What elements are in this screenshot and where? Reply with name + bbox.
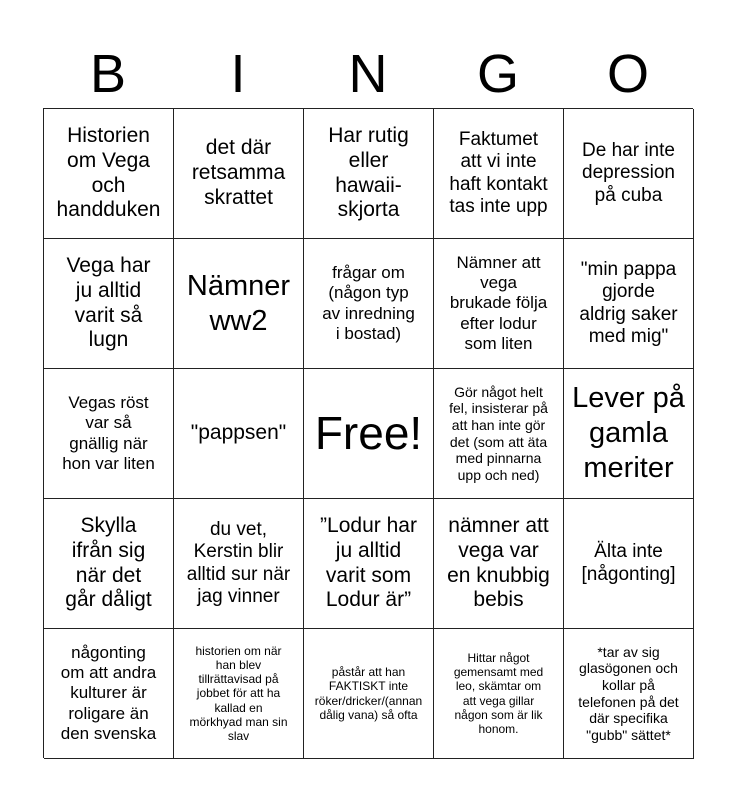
cell-text: Faktumet att vi inte haft kontakt tas inte upp <box>449 128 548 217</box>
bingo-cell-4-5[interactable] <box>564 499 694 629</box>
bingo-cell-2-4[interactable] <box>434 239 564 369</box>
cell-text: De har inte depression på cuba <box>582 139 675 206</box>
bingo-cell-1-3[interactable] <box>304 109 434 239</box>
bingo-cell-1-1[interactable] <box>44 109 174 239</box>
cell-text: Lever på gamla meriter <box>572 382 685 484</box>
header-letter-b: B <box>89 44 127 104</box>
bingo-cell-2-5[interactable] <box>564 239 694 369</box>
bingo-cell-3-1[interactable] <box>44 369 174 499</box>
bingo-cell-5-1[interactable] <box>44 629 174 759</box>
bingo-cell-4-4[interactable] <box>434 499 564 629</box>
cell-text: påstår att han FAKTISKT inte röker/dricker/(annan dålig vana) så ofta <box>314 665 423 722</box>
cell-text: Nämner ww2 <box>186 269 291 337</box>
cell-text: Historien om Vega och handduken <box>56 123 161 222</box>
bingo-cell-3-3[interactable] <box>304 369 434 499</box>
cell-text: Gör något helt fel, insisterar på att han inte gör det (som att äta med pinnarna upp och ned) <box>449 383 548 483</box>
bingo-card-grid <box>43 108 693 758</box>
cell-text: Vegas röst var så gnällig när hon var liten <box>62 393 155 473</box>
bingo-cell-3-2[interactable] <box>174 369 304 499</box>
bingo-cell-4-1[interactable] <box>44 499 174 629</box>
cell-text: du vet, Kerstin blir alltid sur när jag vinner <box>186 518 291 607</box>
bingo-cell-2-1[interactable] <box>44 239 174 369</box>
cell-text: Vega har ju alltid varit så lugn <box>66 253 151 352</box>
cell-text: Hittar något gemensamt med leo, skämtar om att vega gillar någon som är lik honom. <box>453 651 544 736</box>
cell-text: frågar om (någon typ av inredning i bostad) <box>322 263 415 343</box>
cell-text: det där retsamma skrattet <box>191 136 286 209</box>
bingo-cell-2-3[interactable] <box>304 239 434 369</box>
bingo-cell-3-5[interactable] <box>564 369 694 499</box>
bingo-cell-5-4[interactable] <box>434 629 564 759</box>
cell-text: nämner att vega var en knubbig bebis <box>447 513 550 612</box>
bingo-cell-1-5[interactable] <box>564 109 694 239</box>
cell-text: "min pappa gjorde aldrig saker med mig" <box>579 258 678 347</box>
cell-text: "pappsen" <box>190 421 287 445</box>
cell-text: Har rutig eller hawaii- skjorta <box>328 123 409 222</box>
free-space: Free! <box>314 407 423 460</box>
bingo-cell-4-2[interactable] <box>174 499 304 629</box>
cell-text: Skylla ifrån sig när det går dåligt <box>65 513 152 612</box>
bingo-cell-5-2[interactable] <box>174 629 304 759</box>
bingo-cell-5-3[interactable] <box>304 629 434 759</box>
cell-text: ”Lodur har ju alltid varit som Lodur är” <box>320 513 417 612</box>
bingo-cell-1-2[interactable] <box>174 109 304 239</box>
bingo-cell-3-4[interactable] <box>434 369 564 499</box>
cell-text: Älta inte [någonting] <box>581 541 676 585</box>
bingo-cell-5-5[interactable] <box>564 629 694 759</box>
header-letter-n: N <box>348 44 388 104</box>
cell-text: någonting om att andra kulturer är roligare än den svenska <box>60 643 157 743</box>
cell-text: *tar av sig glasögonen och kollar på telefonen på det där specifika "gubb" sättet* <box>578 643 679 743</box>
bingo-cell-1-4[interactable] <box>434 109 564 239</box>
cell-text: historien om när han blev tillrättavisad på jobbet för att ha kallad en mörkhyad man sin slav <box>189 643 288 743</box>
header-letter-o: O <box>606 44 649 104</box>
bingo-cell-4-3[interactable] <box>304 499 434 629</box>
bingo-header <box>43 40 693 108</box>
cell-text: Nämner att vega brukade följa efter lodur som liten <box>449 253 548 353</box>
header-letter-g: G <box>476 44 519 104</box>
bingo-cell-2-2[interactable] <box>174 239 304 369</box>
header-letter-i: I <box>230 44 246 104</box>
